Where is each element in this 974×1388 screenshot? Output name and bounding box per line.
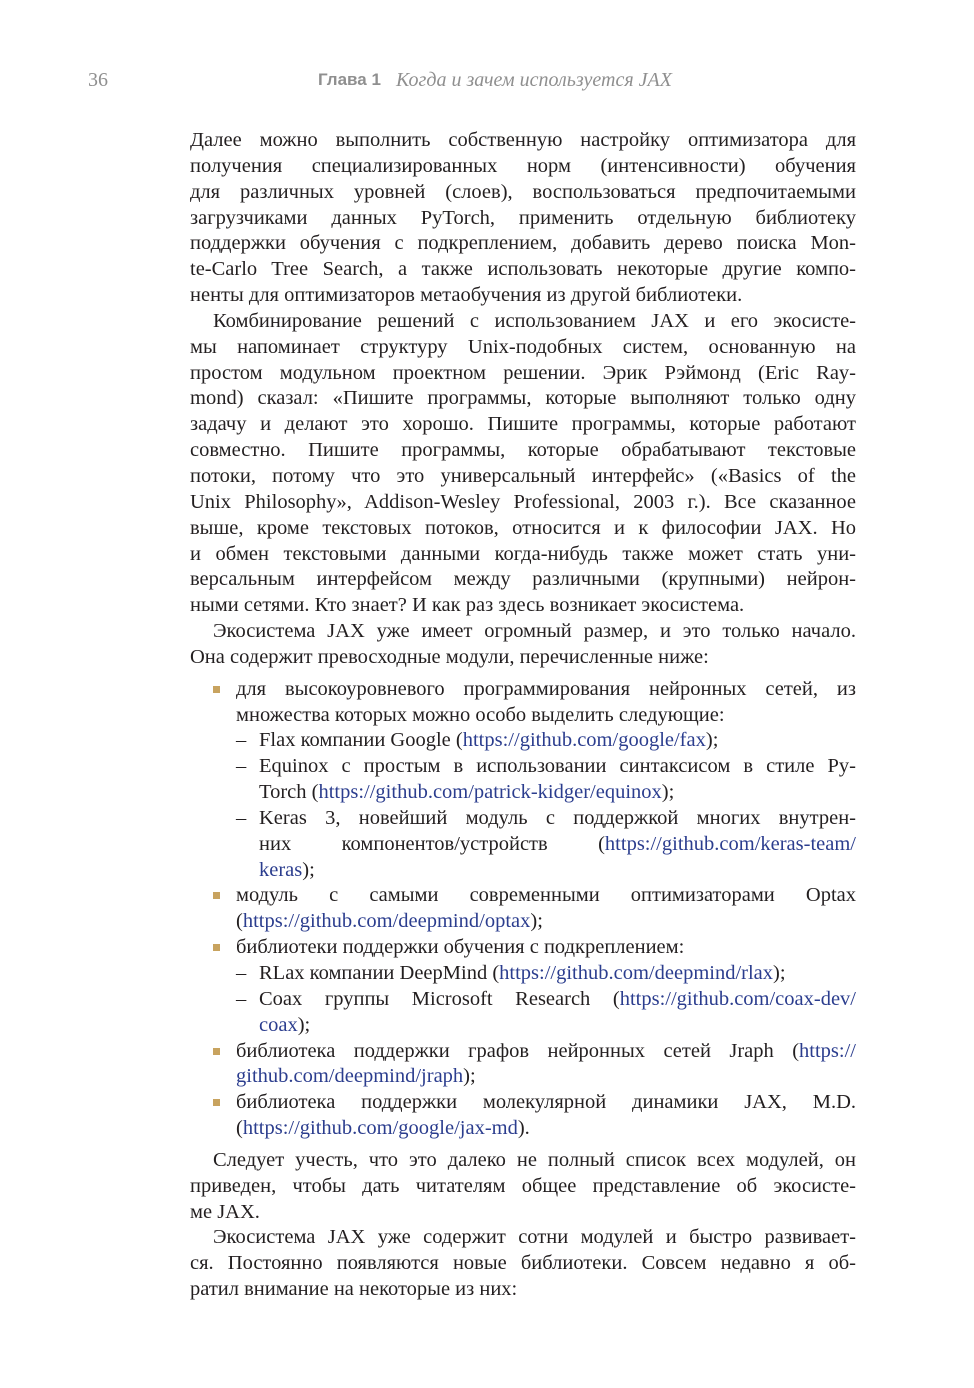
text-line	[236, 1116, 856, 1142]
text-run: ненты для оптимизаторов метаобучения из другой библиотеки.	[190, 284, 743, 307]
text-run: для высокоуровневого программирования нейронных сетей, из	[236, 677, 856, 700]
text-run: библиотека поддержки молекулярной динамики JAX, M.D.	[236, 1091, 856, 1114]
bullet-icon	[213, 1048, 220, 1055]
text-run: Unix Philosophy», Addison-Wesley Professional, 2003 г.). Все сказанное	[190, 490, 856, 513]
text-run: мы напоминает структуру Unix-подобных систем, основанную на	[190, 335, 856, 358]
text-line	[190, 231, 856, 257]
text-run: Flax компании Google (	[259, 729, 463, 752]
text-run: );	[705, 729, 719, 752]
text-run: получения специализированных норм (интенсивности) обучения	[190, 154, 856, 177]
text-line	[190, 361, 856, 387]
text-line	[190, 1148, 856, 1174]
text-run: приведен, чтобы дать читателям общее представление об экосисте-	[190, 1174, 856, 1197]
text-line	[190, 283, 856, 309]
link[interactable]: https://github.com/patrick-kidger/equinox	[318, 781, 662, 804]
paragraph	[190, 1225, 856, 1303]
text-line	[259, 780, 856, 806]
text-line	[190, 1277, 856, 1303]
text-run: них компонентов/устройств (	[259, 832, 605, 855]
text-line	[236, 909, 856, 935]
sub-list-item	[236, 961, 856, 987]
text-line	[259, 987, 856, 1013]
text-run: (	[236, 910, 243, 933]
text-run: версальным интерфейсом между различными (крупными) нейрон-	[190, 568, 856, 591]
link[interactable]: https://github.com/keras-team/	[604, 832, 856, 855]
bullet-icon	[213, 892, 220, 899]
bullet-icon	[213, 686, 220, 693]
text-line	[190, 309, 856, 335]
list-item	[236, 1090, 856, 1142]
text-line	[259, 728, 856, 754]
link[interactable]: https://github.com/deepmind/rlax	[499, 962, 774, 984]
link[interactable]: https://github.com/deepmind/optax	[242, 910, 531, 933]
page-body	[190, 128, 856, 1303]
text-run: потоки, потому что это универсальный интерфейс» («Basics of the	[190, 464, 856, 487]
text-line	[236, 883, 856, 909]
chapter-title: Когда и зачем используется JAX	[396, 69, 672, 91]
text-line	[190, 438, 856, 464]
text-line	[190, 154, 856, 180]
text-run: Keras 3, новейший модуль с поддержкой многих внутрен-	[259, 806, 856, 829]
text-run: Torch (	[259, 781, 319, 804]
link[interactable]: https://	[799, 1039, 856, 1062]
text-line	[190, 128, 856, 154]
bullet-icon	[213, 1099, 220, 1106]
text-run: RLax компании DeepMind (	[259, 962, 500, 984]
text-line	[236, 1090, 856, 1116]
list-item	[236, 935, 856, 1038]
text-run: поддержки обучения с подкреплением, добавить дерево поиска Mon-	[190, 232, 856, 255]
text-run: te-Carlo Tree Search, а также использовать некоторые другие компо-	[190, 258, 856, 281]
sub-list-item	[236, 987, 856, 1039]
text-line	[259, 806, 856, 832]
paragraph	[190, 128, 856, 309]
text-run: ме JAX.	[190, 1200, 260, 1223]
text-run: простом модульном проектном решении. Эрик Рэймонд (Eric Ray-	[190, 361, 856, 384]
text-run: для различных уровней (слоев), воспользоваться предпочитаемыми	[190, 180, 856, 203]
text-run: задачу и делают это хорошо. Пишите программы, которые работают	[190, 413, 856, 436]
text-run: библиотеки поддержки обучения с подкреплением:	[236, 936, 685, 959]
dash-marker: –	[236, 755, 247, 778]
text-run: );	[297, 1013, 311, 1036]
page-header	[0, 0, 974, 100]
link[interactable]: keras	[259, 858, 303, 881]
text-line	[236, 1039, 856, 1065]
text-run: Комбинирование решений с использованием JAX и его экосисте-	[213, 309, 856, 332]
text-run: совместно. Пишите программы, которые обрабатывают текстовые	[190, 439, 856, 462]
text-run: );	[661, 781, 675, 804]
text-line	[190, 1251, 856, 1277]
text-line	[190, 593, 856, 619]
text-line	[190, 1174, 856, 1200]
text-line	[236, 1064, 856, 1090]
chapter-label: Глава 1	[318, 70, 381, 89]
text-run: выше, кроме текстовых потоков, относится и к философии JAX. Но	[190, 516, 856, 539]
text-run: Экосистема JAX уже содержит сотни модулей и быстро развивает-	[213, 1226, 856, 1249]
text-line	[259, 754, 856, 780]
bullet-icon	[213, 944, 220, 951]
text-run: );	[530, 910, 543, 933]
text-line	[190, 206, 856, 232]
text-line	[259, 961, 856, 987]
text-run: Следует учесть, что это далеко не полный список всех модулей, он	[213, 1148, 856, 1171]
list-item	[236, 883, 856, 935]
text-line	[236, 703, 856, 729]
text-line	[190, 619, 856, 645]
text-run: );	[302, 858, 315, 881]
text-run: ся. Постоянно появляются новые библиотеки. Совсем недавно я об-	[190, 1252, 856, 1275]
text-run: ратил внимание на некоторые из них:	[190, 1278, 518, 1301]
text-run: (	[236, 1117, 243, 1140]
dash-marker: –	[236, 987, 247, 1010]
sub-list-item	[236, 728, 856, 754]
list-item	[236, 677, 856, 884]
paragraph	[190, 619, 856, 671]
text-line	[190, 645, 856, 671]
text-line	[190, 335, 856, 361]
text-line	[190, 1200, 856, 1226]
text-line	[259, 1013, 856, 1039]
text-run: Coax группы Microsoft Research (	[259, 987, 620, 1010]
text-run: библиотека поддержки графов нейронных сетей Jraph (	[236, 1039, 800, 1062]
text-line	[190, 516, 856, 542]
text-line	[190, 412, 856, 438]
paragraph	[190, 309, 856, 619]
text-line	[190, 1225, 856, 1251]
text-line	[190, 542, 856, 568]
text-line	[236, 935, 856, 961]
link[interactable]: https://github.com/google/fax	[462, 729, 706, 752]
text-run: );	[773, 962, 786, 984]
text-run: Далее можно выполнить собственную настройку оптимизатора для	[190, 129, 856, 151]
text-run: ).	[517, 1117, 530, 1140]
sub-list-item	[236, 806, 856, 884]
text-line	[259, 858, 856, 884]
dash-marker: –	[236, 962, 247, 984]
link[interactable]: coax	[259, 1013, 298, 1036]
text-line	[259, 832, 856, 858]
text-line	[190, 180, 856, 206]
text-run: mond) сказал: «Пишите программы, которые выполняют только одну	[190, 387, 856, 410]
dash-marker: –	[236, 806, 247, 829]
text-run: загрузчиками данных PyTorch, применить отдельную библиотеку	[190, 206, 856, 229]
text-line	[190, 257, 856, 283]
text-run: модуль с самыми современными оптимизаторами Optax	[236, 884, 856, 907]
text-run: Экосистема JAX уже имеет огромный размер, и это только начало.	[213, 620, 856, 643]
text-run: ными сетями. Кто знает? И как раз здесь возникает экосистема.	[190, 594, 745, 617]
bullet-list	[190, 677, 856, 1142]
dash-marker: –	[236, 729, 247, 752]
page-number: 36	[88, 69, 108, 91]
text-run: множества которых можно особо выделить следующие:	[236, 703, 725, 726]
text-line	[190, 386, 856, 412]
link[interactable]: https://github.com/google/jax-md	[242, 1117, 518, 1140]
text-line	[190, 464, 856, 490]
text-line	[190, 490, 856, 516]
paragraph	[190, 1148, 856, 1226]
text-run: );	[463, 1065, 476, 1088]
list-item	[236, 1039, 856, 1091]
link[interactable]: github.com/deepmind/jraph	[236, 1065, 464, 1088]
text-run: Она содержит превосходные модули, перечисленные ниже:	[190, 645, 709, 668]
text-line	[236, 677, 856, 703]
sub-list-item	[236, 754, 856, 806]
text-run: Equinox с простым в использовании синтаксисом в стиле Py-	[259, 755, 856, 778]
text-line	[190, 567, 856, 593]
text-run: и обмен текстовыми данными когда-нибудь также может стать уни-	[190, 542, 856, 565]
link[interactable]: https://github.com/coax-dev/	[619, 987, 856, 1010]
